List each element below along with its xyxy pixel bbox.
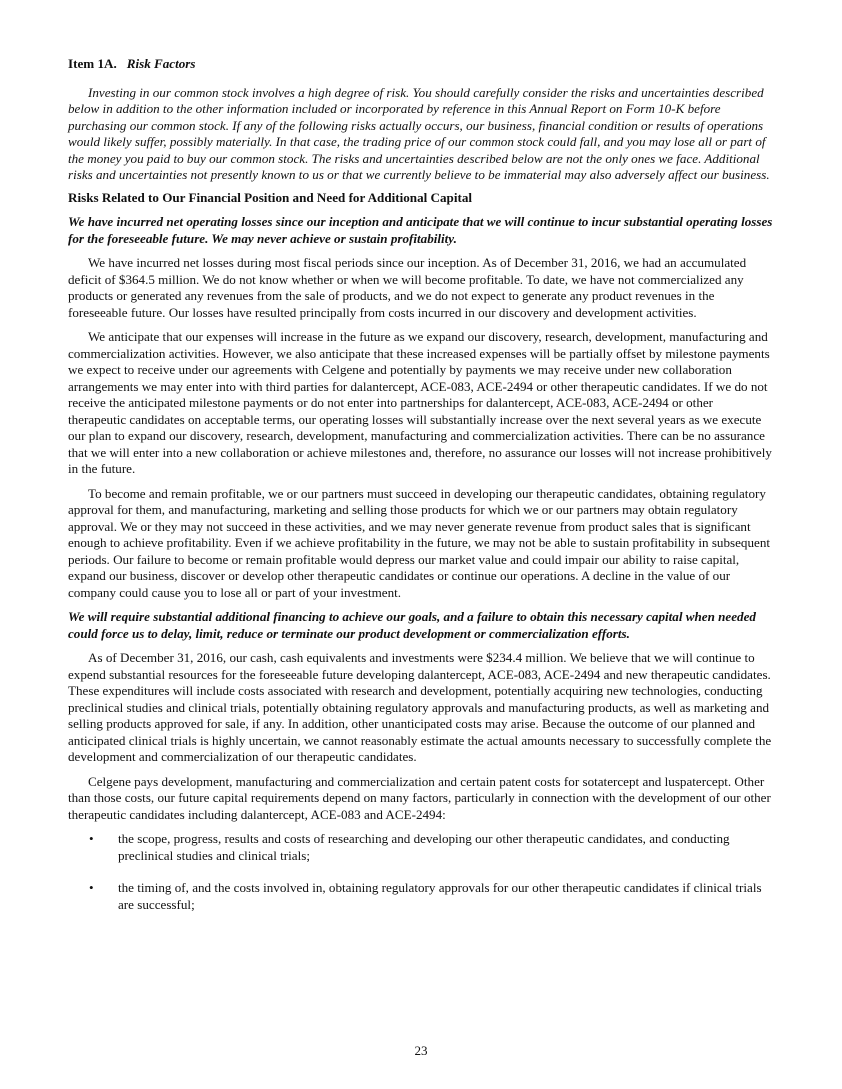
- paragraph: Celgene pays development, manufacturing and commercialization and certain patent costs for sotatercept and luspatercept. Other than those costs, our future capital requirements depend on many factors, particularly in connection with the development of our other therapeutic candidates including dalantercept, ACE-083 and ACE-2494:: [68, 773, 771, 822]
- item-title: [68, 56, 774, 73]
- item-number: Item 1A.: [68, 56, 117, 71]
- risk-heading-1: We have incurred net operating losses since our inception and anticipate that we will continue to incur substantial operating losses for the foreseeable future. We may never achieve or sustain profitability.: [68, 214, 773, 246]
- section-heading: Risks Related to Our Financial Position and Need for Additional Capital: [68, 189, 473, 205]
- list-item: [68, 880, 774, 913]
- document-page: [68, 56, 774, 929]
- capital-requirements-list: [68, 831, 774, 913]
- bullet-icon: •: [89, 880, 94, 895]
- paragraph: As of December 31, 2016, our cash, cash equivalents and investments were $234.4 million. We believe that we will continue to expend substantial resources for the foreseeable future developing dalantercept, ACE-083, ACE-2494 and new therapeutic candidates. These expenditures will include costs associated with research and development, potentially acquiring new technologies, conducting preclinical studies and clinical trials, potentially obtaining regulatory approvals and manufacturing products, as well as marketing and selling products approved for sale, if any. In addition, other unanticipated costs may arise. Because the outcome of our planned and anticipated clinical trials is highly uncertain, we cannot reasonably estimate the actual amounts necessary to successfully complete the development and commercialization of our therapeutic candidates.: [68, 650, 772, 764]
- list-item-text: the scope, progress, results and costs of researching and developing our other therapeutic candidates, and conducting preclinical studies and clinical trials;: [118, 831, 730, 863]
- paragraph: We anticipate that our expenses will increase in the future as we expand our discovery, research, development, manufacturing and commercialization activities. However, we also anticipate that these increased expenses will be partially offset by milestone payments we expect to receive under our agreements with Celgene and potentially by payments we may receive under new collaboration arrangements we may enter into with third parties for dalantercept, ACE-083, ACE-2494 or other therapeutic candidates. If we do not receive the anticipated milestone payments or do not enter into partnerships for dalantercept, ACE-083, ACE-2494 or other therapeutic candidates on acceptable terms, our operating losses will substantially increase over the next several years as we execute our plan to expand our discovery, research, development, manufacturing and commercialization activities. There can be no assurance that we will enter into a new collaboration or achieve milestones and, therefore, no assurance our losses will not increase prohibitively in the future.: [68, 329, 772, 476]
- page-number: 23: [414, 1043, 428, 1058]
- list-item: [68, 831, 774, 864]
- bullet-icon: •: [89, 831, 94, 846]
- paragraph: To become and remain profitable, we or our partners must succeed in developing our therapeutic candidates, obtaining regulatory approval for them, and manufacturing, marketing and selling those products for which we or our partners may obtain regulatory approval. We or they may not succeed in these activities, and we may never generate revenue from product sales that is significant enough to achieve profitability. Even if we achieve profitability in the future, we may not be able to sustain profitability in subsequent periods. Our failure to become or remain profitable would depress our market value and could impair our ability to raise capital, expand our business, discover or develop other therapeutic candidates or continue our operations. A decline in the value of our company could cause you to lose all or part of your investment.: [68, 485, 771, 600]
- risk-heading-2: We will require substantial additional financing to achieve our goals, and a failure to obtain this necessary capital when needed could force us to delay, limit, reduce or terminate our product development or commercialization efforts.: [68, 609, 756, 641]
- intro-paragraph: Investing in our common stock involves a high degree of risk. You should carefully consider the risks and uncertainties described below in addition to the other information included or incorporated by reference in this Annual Report on Form 10-K before purchasing our common stock. If any of the following risks actually occurs, our business, financial condition or results of operations would likely suffer, possibly materially. In that case, the trading price of our common stock could fall, and you may lose all or part of the money you paid to buy our common stock. The risks and uncertainties described below are not the only ones we face. Additional risks and uncertainties not presently known to us or that we currently believe to be immaterial may also adversely affect our business.: [68, 84, 770, 182]
- item-name: Risk Factors: [126, 56, 196, 71]
- list-item-text: the timing of, and the costs involved in, obtaining regulatory approvals for our other therapeutic candidates if clinical trials are successful;: [118, 880, 762, 912]
- paragraph: We have incurred net losses during most fiscal periods since our inception. As of December 31, 2016, we had an accumulated deficit of $364.5 million. We do not know whether or when we will become profitable. To date, we have not commercialized any products or generated any revenues from the sale of products, and we do not expect to generate any product revenues in the foreseeable future. Our losses have resulted principally from costs incurred in our discovery and development activities.: [68, 255, 747, 320]
